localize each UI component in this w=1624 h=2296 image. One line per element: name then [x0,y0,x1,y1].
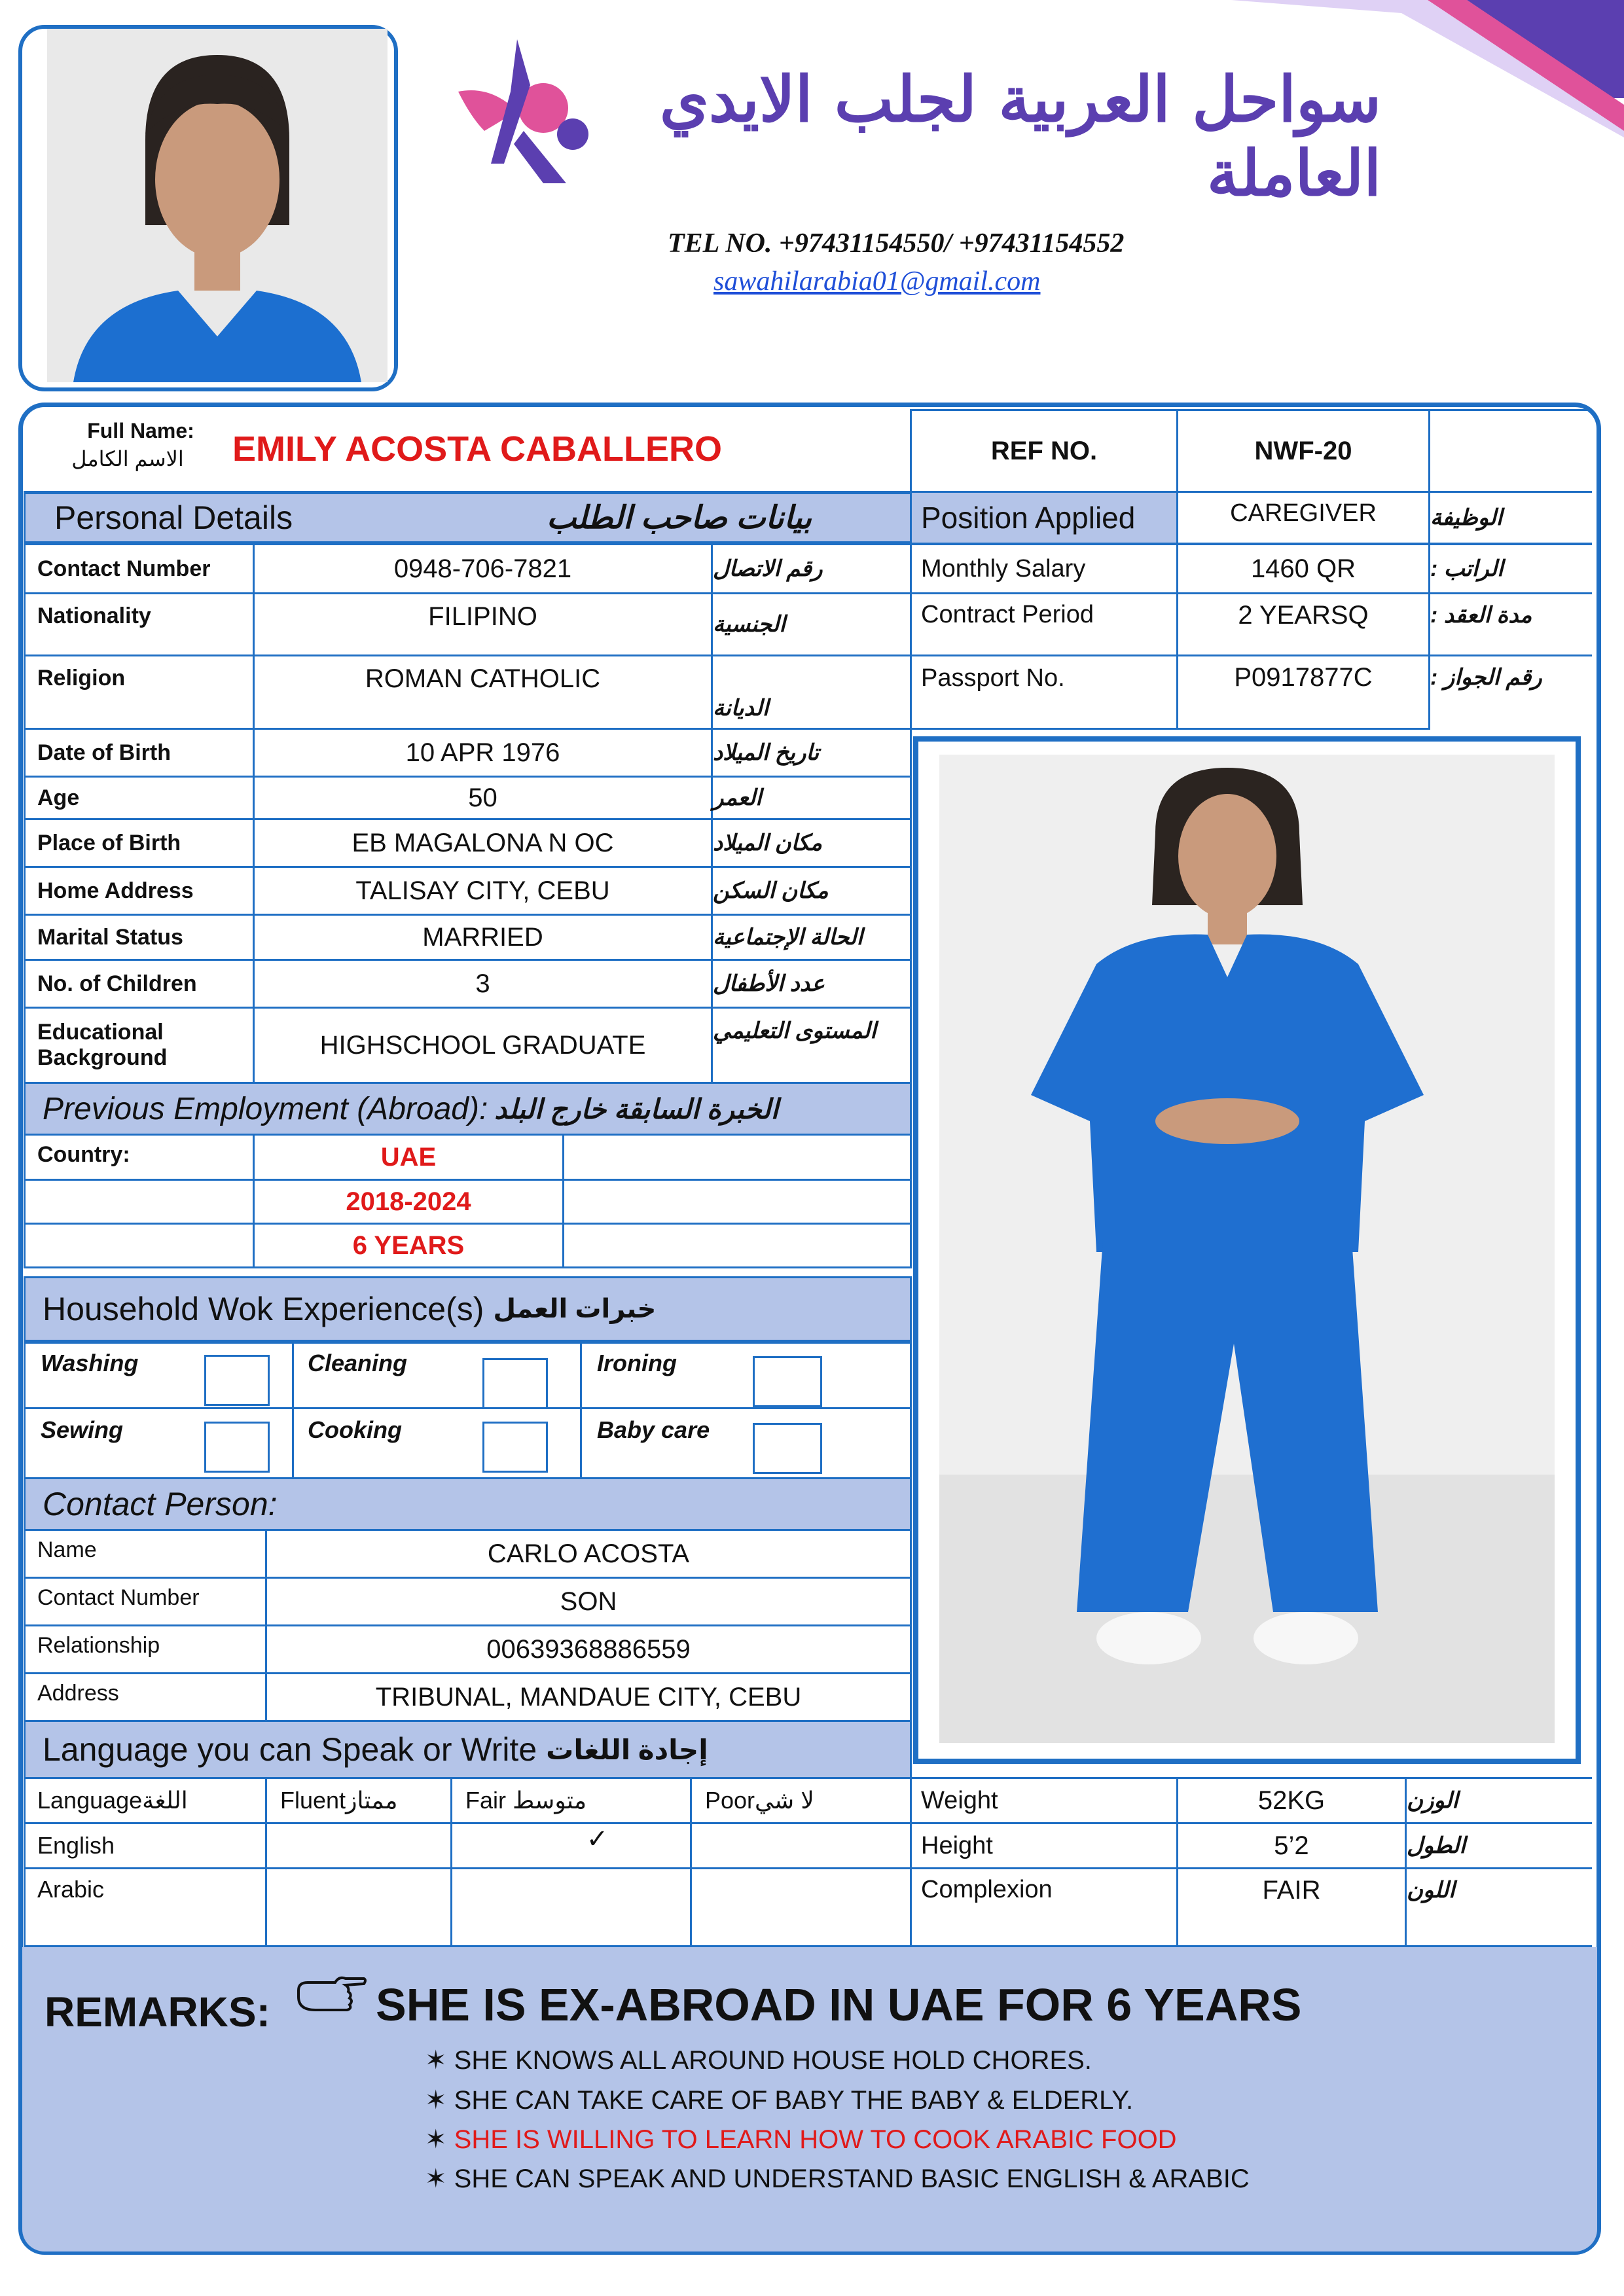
relationship-value: 00639368886559 [265,1624,912,1674]
country-label: Country: [24,1134,255,1181]
contact-address-label: Address [24,1672,267,1722]
skill-cleaning-label: Cleaning [308,1350,408,1376]
ref-empty-cell [1428,409,1592,493]
lang-header-language: Languageاللغة [24,1777,267,1824]
remark-item: ✶ SHE CAN SPEAK AND UNDERSTAND BASIC ENGLISH & ARABIC [425,2164,1250,2193]
contact-name-value: CARLO ACOSTA [265,1529,912,1579]
full-name-label-ar: الاسم الكامل [71,447,184,471]
star-icon: ✶ [425,2164,454,2193]
salary-label-ar: الراتب : [1428,543,1592,594]
skill-sewing-checkbox[interactable] [204,1422,270,1473]
religion-label: Religion [24,655,255,730]
contact-number-label: Contact Number [24,543,255,594]
home-address-value: TALISAY CITY, CEBU [253,866,713,916]
height-value: 5’2 [1176,1822,1407,1869]
employment-title-ar: الخبرة السابقة خارج البلد [494,1093,779,1124]
religion-value: ROMAN CATHOLIC [253,655,713,730]
employment-band [24,1082,912,1136]
email-link[interactable]: sawahilarabia01@gmail.com [713,266,1041,296]
nationality-label: Nationality [24,592,255,656]
skill-babycare-label: Baby care [597,1416,710,1443]
portrait-photo [47,29,388,382]
personal-details-title: Personal Details [54,499,293,536]
years-blank [24,1179,255,1225]
relationship-label: Relationship [24,1624,267,1674]
lang-header-fair: Fair متوسط [450,1777,692,1824]
children-label: No. of Children [24,959,255,1009]
lang-header-fluent: Fluentممتاز [265,1777,452,1824]
country-extra [562,1134,912,1181]
language-band [24,1720,912,1779]
religion-label-ar: الديانة [711,655,912,730]
passport-label: Passport No. [910,655,1178,730]
children-label-ar: عدد الأطفال [711,959,912,1009]
marital-status-value: MARRIED [253,914,713,961]
lang-arabic-fluent [265,1867,452,1947]
remark-item: ✶ SHE CAN TAKE CARE OF BABY THE BABY & ELDERLY. [425,2086,1134,2115]
household-col-divider-1 [292,1342,294,1479]
skill-sewing-label: Sewing [41,1416,124,1443]
education-label [24,1007,255,1084]
personal-details-band [24,492,912,543]
lang-english-fluent [265,1822,452,1869]
education-value: HIGHSCHOOL GRADUATE [253,1007,713,1084]
height-label: Height [910,1822,1178,1869]
complexion-value: FAIR [1176,1867,1407,1947]
children-value: 3 [253,959,713,1009]
height-label-ar: الطول [1405,1822,1592,1869]
lang-header-poor: Poorلا شي [690,1777,912,1824]
remark-item: ✶ SHE IS WILLING TO LEARN HOW TO COOK ARABIC FOOD [425,2125,1177,2154]
language-title-ar: إجادة اللغات [546,1734,708,1765]
household-band [24,1276,912,1342]
star-icon: ✶ [425,2125,454,2154]
education-label-line2: Background [37,1045,168,1070]
remark-item: ✶ SHE KNOWS ALL AROUND HOUSE HOLD CHORES. [425,2046,1092,2075]
household-title-ar: خبرات العمل [493,1295,657,1323]
passport-value: P0917877C [1176,655,1430,730]
contract-period-label-ar: مدة العقد : [1428,592,1592,656]
ref-value: NWF-20 [1176,409,1430,493]
skill-cooking-label: Cooking [308,1416,402,1443]
skill-ironing-label: Ironing [597,1350,677,1376]
weight-label: Weight [910,1777,1178,1824]
marital-status-label-ar: الحالة الإجتماعية [711,914,912,961]
duration-value: 6 YEARS [253,1223,564,1268]
full-body-photo-frame [913,736,1581,1764]
contract-period-value: 2 YEARSQ [1176,592,1430,656]
years-extra [562,1179,912,1225]
position-applied-label-ar: الوظيفة [1428,491,1592,545]
language-title: Language you can Speak or Write [43,1731,537,1768]
place-of-birth-label-ar: مكان الميلاد [711,818,912,868]
education-label-line1: Educational [37,1020,164,1045]
household-title: Household Wok Experience(s) [43,1291,484,1327]
position-applied-label: Position Applied [910,491,1178,545]
years-value: 2018-2024 [253,1179,564,1225]
age-value: 50 [253,776,713,820]
dob-label: Date of Birth [24,728,255,778]
remarks-headline: SHE IS EX-ABROAD IN UAE FOR 6 YEARS [376,1979,1302,2030]
marital-status-label: Marital Status [24,914,255,961]
weight-label-ar: الوزن [1405,1777,1592,1824]
full-body-photo [939,755,1555,1743]
household-row-divider [24,1407,912,1409]
contact-person-title: Contact Person: [43,1486,278,1522]
pointing-hand-icon [296,1971,368,2017]
complexion-label-ar: اللون [1405,1867,1592,1947]
lang-english-poor [690,1822,912,1869]
nationality-value: FILIPINO [253,592,713,656]
full-name-label: Full Name: [87,419,194,442]
education-label-ar: المستوى التعليمي [711,1007,912,1084]
contact-number-label-ar: رقم الاتصال [711,543,912,594]
country-value: UAE [253,1134,564,1181]
home-address-label: Home Address [24,866,255,916]
skill-cooking-checkbox[interactable] [482,1422,548,1473]
contact-address-value: TRIBUNAL, MANDAUE CITY, CEBU [265,1672,912,1722]
lang-arabic-fair [450,1867,692,1947]
lang-english-label: English [24,1822,267,1869]
nationality-label-ar: الجنسية [711,592,912,656]
personal-details-title-ar: بيانات صاحب الطلب [547,501,812,535]
skill-cleaning-checkbox[interactable] [482,1358,548,1409]
contact-person-band [24,1477,912,1531]
contact-number-value: 0948-706-7821 [253,543,713,594]
dob-label-ar: تاريخ الميلاد [711,728,912,778]
household-col-divider-2 [580,1342,582,1479]
company-logo [445,33,589,190]
portrait-photo-frame [18,25,398,391]
star-icon: ✶ [425,2086,454,2115]
skill-ironing-checkbox[interactable] [753,1356,822,1407]
salary-value: 1460 QR [1176,543,1430,594]
contract-period-label: Contract Period [910,592,1178,656]
employment-title: Previous Employment (Abroad): [43,1091,488,1126]
complexion-label: Complexion [910,1867,1178,1947]
passport-label-ar: رقم الجواز : [1428,655,1592,730]
skill-washing-label: Washing [41,1350,139,1376]
contact-number-person-label: Contact Number [24,1577,267,1626]
lang-arabic-poor [690,1867,912,1947]
contact-number-person-value: SON [265,1577,912,1626]
age-label-ar: العمر [711,776,912,820]
salary-label: Monthly Salary [910,543,1178,594]
remarks-section [22,1947,1597,2251]
lang-arabic-label: Arabic [24,1867,267,1947]
contact-name-label: Name [24,1529,267,1579]
full-name-value: EMILY ACOSTA CABALLERO [232,429,723,469]
weight-value: 52KG [1176,1777,1407,1824]
telephone-line: TEL NO. +97431154550/ +97431154552 [668,228,1125,259]
duration-extra [562,1223,912,1268]
skill-washing-checkbox[interactable] [204,1355,270,1406]
star-icon: ✶ [425,2046,454,2075]
dob-value: 10 APR 1976 [253,728,713,778]
company-name-ar: سواحل العربية لجلب الايدي العاملة [659,62,1381,210]
place-of-birth-value: EB MAGALONA N OC [253,818,713,868]
place-of-birth-label: Place of Birth [24,818,255,868]
home-address-label-ar: مكان السكن [711,866,912,916]
skill-babycare-checkbox[interactable] [753,1423,822,1474]
ref-label: REF NO. [910,409,1178,493]
lang-english-fair: ✓ [450,1822,692,1869]
remarks-label: REMARKS: [45,1988,270,2036]
duration-blank [24,1223,255,1268]
age-label: Age [24,776,255,820]
position-applied-value: CAREGIVER [1176,491,1430,545]
